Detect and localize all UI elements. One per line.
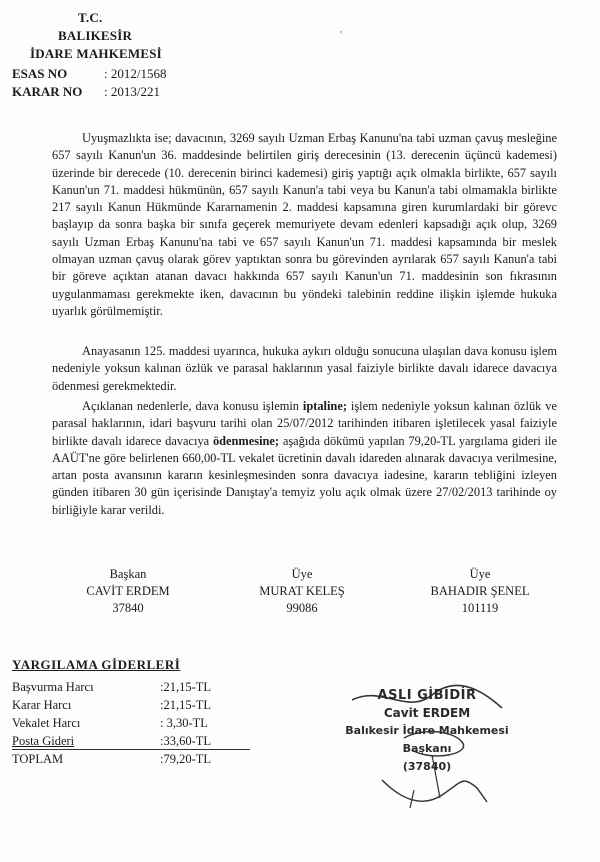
header-city: BALIKESİR [58, 28, 133, 43]
signature-role: Üye [469, 567, 491, 581]
expense-value: :21,15-TL [160, 698, 212, 712]
header-tc: T.C. [78, 10, 103, 25]
official-stamp [312, 680, 542, 820]
expense-row [12, 734, 252, 750]
signature-id: 101119 [461, 601, 499, 615]
signature-member-1 [232, 566, 372, 617]
signature-president [58, 566, 198, 617]
expense-row [12, 680, 252, 696]
signature-id: 99086 [286, 601, 318, 615]
esas-no-value: : 2012/1568 [104, 66, 167, 81]
p3-odenme: ödenmesine; [212, 433, 280, 448]
expense-name: TOPLAM [12, 752, 64, 766]
p3-text-e: aşağıda dökümü yapılan 79,20-TL yargılama gideri ile AAÜT'ne göre belirlenen 660,00-TL vekalet ücretinin davalı idareden alınarak davacıya verilmesine, artan posta avansının kararın kesinleşmesinden sonra davacıya iadesine, kararın tebliğini izleyen günden itibaren 30 gün içerisinde Danıştay'a temyiz yolu açık olmak üzere 27/02/2013 tarihinde oy birliğiyle karar verildi. [52, 433, 557, 517]
signature-member-2 [410, 566, 550, 617]
karar-no-row [12, 84, 160, 100]
signature-id: 37840 [112, 601, 144, 615]
expense-row [12, 716, 252, 732]
stamp-line-4: Başkanı [402, 742, 452, 755]
esas-no-row [12, 66, 166, 82]
karar-no-value: : 2013/221 [104, 84, 160, 99]
signature-name: MURAT KELEŞ [259, 584, 345, 598]
header-court: İDARE MAHKEMESİ [30, 46, 162, 61]
expense-total-row [12, 752, 252, 768]
esas-no-label: ESAS NO [12, 66, 68, 81]
p3-iptal: iptaline; [302, 399, 347, 413]
expense-name: Vekalet Harcı [12, 716, 81, 730]
expense-value: :21,15-TL [160, 680, 212, 694]
scan-speck: ' [340, 30, 342, 41]
stamp-line-5: (37840) [402, 760, 452, 773]
expense-value: :33,60-TL [160, 734, 212, 748]
expense-value: :79,20-TL [160, 752, 212, 766]
expenses-title: YARGILAMA GİDERLERİ [12, 657, 181, 672]
stamp-line-3: Balıkesir İdare Mahkemesi [345, 724, 509, 737]
expense-value: : 3,30-TL [160, 716, 208, 730]
expense-total-rule [12, 749, 250, 750]
body-paragraph-3 [52, 398, 557, 519]
body-paragraph-2: Anayasanın 125. maddesi uyarınca, hukuka aykırı olduğu sonucuna ulaşılan dava konusu işlem nedeniyle yoksun kalınan özlük ve parasal haklarının yasal faiziyle birlikte davalı idarece davacıya ödenmesi gerekmektedir. [52, 344, 557, 393]
signature-role: Üye [291, 567, 313, 581]
p3-text-a: Açıklanan nedenlerle, dava konusu işlemin [82, 399, 303, 413]
expense-row [12, 698, 252, 714]
body-paragraph-1: Uyuşmazlıkta ise; davacının, 3269 sayılı Uzman Erbaş Kanunu'na tabi uzman çavuş mesleğine 657 sayılı Kanun'un 36. maddesinde belirtilen giriş derecesinin (13. derecenin üçüncü kademesi) üzerinde bir derecede (10. derecenin birinci kademesi) giriş yaptığı açık olmakla birlikte, 657 sayılı Kanun'un 71. maddesi hükmünün, 657 sayılı Kanun'a tabi veya bu Kanun'a tabi olmamakla birlikte 217 sayılı Kanun Hükmünde Kararnamenin 2. maddesi kapsamına giren kurumlardaki bir görevc başlayıp da sonra başka bir sınıfa geçerek memuriyete devam edenleri kapsadığı açık olup, 3269 sayılı Uzman Erbaş Kanunu'na tabi ve 657 sayılı Kanun'un 71. maddesi kapsamında bir meslek olmayan uzman çavuş olarak görev yaptıktan sonra bu görevinden ayrılarak 657 sayılı Kanun'a tabi bir göreve açıktan atanan davacı hakkında 657 sayılı Kanun'un 71. maddesinin son fıkrasının uygulanmaması gerekmekte iken, davacının bu yöndeki talebinin reddine ilişkin işlemde hukuka uyarlık görülmemiştir. [52, 131, 557, 318]
expense-name: Posta Gideri [12, 734, 75, 748]
stamp-line-1: ASLI GİBİDİR [377, 688, 477, 703]
stamp-line-2: Cavit ERDEM [383, 706, 471, 720]
expense-name: Karar Harcı [12, 698, 72, 712]
signature-name: BAHADIR ŞENEL [430, 584, 530, 598]
expense-name: Başvurma Harcı [12, 680, 94, 694]
signature-name: CAVİT ERDEM [86, 584, 170, 598]
signature-role: Başkan [109, 567, 147, 581]
karar-no-label: KARAR NO [12, 84, 83, 99]
p3-text-c: işlem nedeniyle yoksun kalınan özlük ve parasal haklarının, idari başvuru tarihi olan 25/07/2012 tarihinden itibaren işletilecek yasal faiziyle birlikte davalı idarece davacıya [52, 399, 557, 448]
